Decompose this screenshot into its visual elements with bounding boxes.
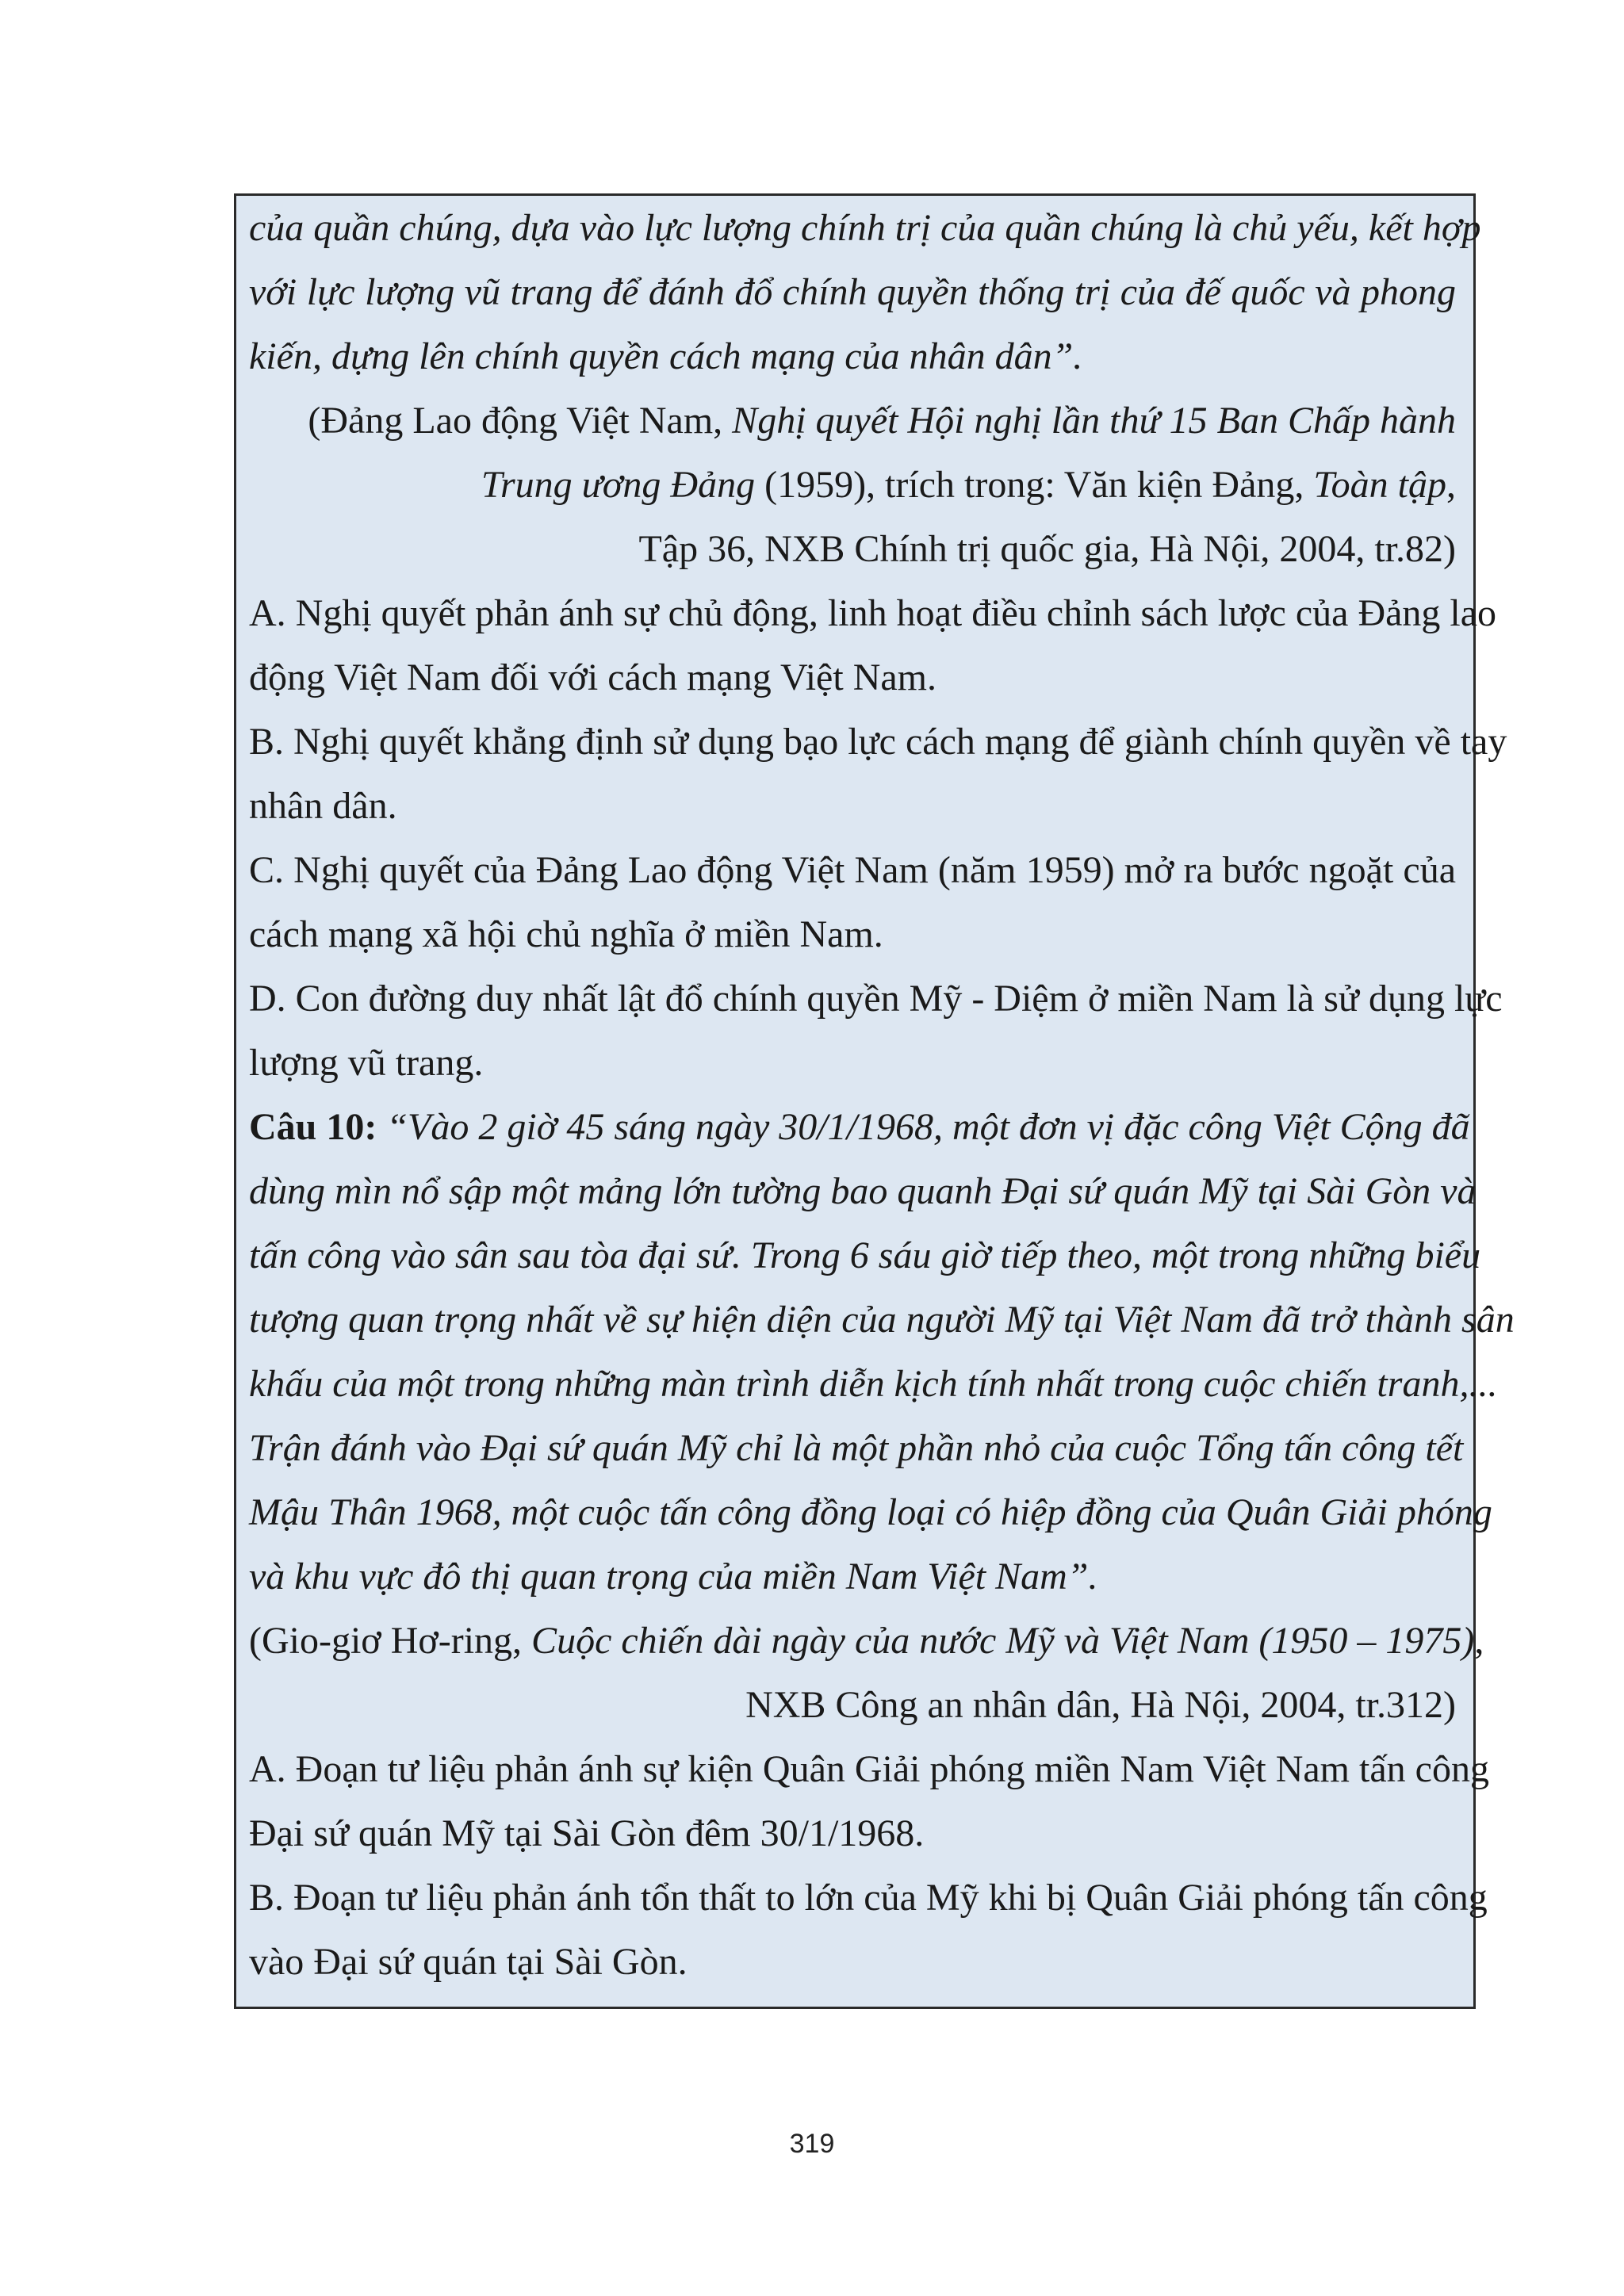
q10-label: Câu 10:: [249, 1106, 377, 1148]
q10-line-5: khấu của một trong những màn trình diễn kịch tính nhất trong cuộc chiến tranh,...: [249, 1363, 1498, 1405]
q9-option-d-line-1: D. Con đường duy nhất lật đổ chính quyền Mỹ - Diệm ở miền Nam là sử dụng lực: [249, 978, 1503, 1020]
citation2-title: Cuộc chiến dài ngày của nước Mỹ và Việt Nam (1950 – 1975): [531, 1620, 1475, 1662]
q9-option-d-line-2: lượng vũ trang.: [249, 1042, 484, 1084]
quote1-line-3: kiến, dựng lên chính quyền cách mạng của nhân dân”.: [249, 335, 1083, 377]
q10-line-8: và khu vực đô thị quan trọng của miền Nam Việt Nam”.: [249, 1556, 1098, 1598]
q9-option-b-line-1: B. Nghị quyết khẳng định sử dụng bạo lực cách mạng để giành chính quyền về tay: [249, 721, 1507, 763]
q10-quote-start: “Vào 2 giờ 45 sáng ngày 30/1/1968, một đơn vị đặc công Việt Cộng đã: [377, 1106, 1470, 1148]
citation1-comma: ,: [1446, 464, 1456, 506]
q10-option-b-line-1: B. Đoạn tư liệu phản ánh tổn thất to lớn của Mỹ khi bị Quân Giải phóng tấn công: [249, 1877, 1488, 1919]
question-box: [234, 193, 1515, 2009]
citation2-line-1: [249, 1609, 1484, 1673]
citation1-source: (1959), trích trong: Văn kiện Đảng,: [755, 464, 1314, 506]
q9-option-c-line-2: cách mạng xã hội chủ nghĩa ở miền Nam.: [249, 913, 883, 955]
citation1-line-1: [249, 388, 1456, 453]
q10-line-1: [249, 1095, 1470, 1159]
q10-line-4: tượng quan trọng nhất về sự hiện diện của người Mỹ tại Việt Nam đã trở thành sân: [249, 1299, 1515, 1341]
citation1-author: (Đảng Lao động Việt Nam,: [308, 400, 733, 442]
q10-line-6: Trận đánh vào Đại sứ quán Mỹ chỉ là một phần nhỏ của cuộc Tổng tấn công tết: [249, 1427, 1464, 1469]
citation1-line-3: Tập 36, NXB Chính trị quốc gia, Hà Nội, 2004, tr.82): [638, 528, 1456, 570]
q9-option-a-line-1: A. Nghị quyết phản ánh sự chủ động, linh hoạt điều chỉnh sách lược của Đảng lao: [249, 592, 1497, 634]
page-number: 319: [789, 2129, 835, 2159]
citation2-author: (Gio-giơ Hơ-ring,: [249, 1620, 532, 1662]
q10-option-a-line-2: Đại sứ quán Mỹ tại Sài Gòn đêm 30/1/1968.: [249, 1812, 925, 1854]
q9-option-a-line-2: động Việt Nam đối với cách mạng Việt Nam.: [249, 656, 936, 698]
citation2-line-2: NXB Công an nhân dân, Hà Nội, 2004, tr.312): [745, 1684, 1456, 1726]
citation1-title: Nghị quyết Hội nghị lần thứ 15 Ban Chấp hành: [732, 400, 1456, 442]
q10-line-7: Mậu Thân 1968, một cuộc tấn công đồng loại có hiệp đồng của Quân Giải phóng: [249, 1491, 1492, 1533]
q10-option-b-line-2: vào Đại sứ quán tại Sài Gòn.: [249, 1941, 688, 1983]
citation2-comma: ,: [1474, 1620, 1484, 1662]
quote1-line-2: với lực lượng vũ trang để đánh đổ chính quyền thống trị của đế quốc và phong: [249, 271, 1456, 313]
citation1-title-cont: Trung ương Đảng: [481, 464, 756, 506]
citation1-collection: Toàn tập: [1313, 464, 1446, 506]
quote1-line-1: của quần chúng, dựa vào lực lượng chính trị của quần chúng là chủ yếu, kết hợp: [249, 207, 1481, 249]
q10-line-2: dùng mìn nổ sập một mảng lớn tường bao quanh Đại sứ quán Mỹ tại Sài Gòn và: [249, 1170, 1477, 1212]
q10-line-3: tấn công vào sân sau tòa đại sứ. Trong 6 sáu giờ tiếp theo, một trong những biểu: [249, 1234, 1481, 1276]
q10-option-a-line-1: A. Đoạn tư liệu phản ánh sự kiện Quân Giải phóng miền Nam Việt Nam tấn công: [249, 1748, 1489, 1790]
q9-option-b-line-2: nhân dân.: [249, 785, 397, 827]
citation1-line-2: [249, 453, 1456, 517]
q9-option-c-line-1: C. Nghị quyết của Đảng Lao động Việt Nam (năm 1959) mở ra bước ngoặt của: [249, 849, 1456, 891]
